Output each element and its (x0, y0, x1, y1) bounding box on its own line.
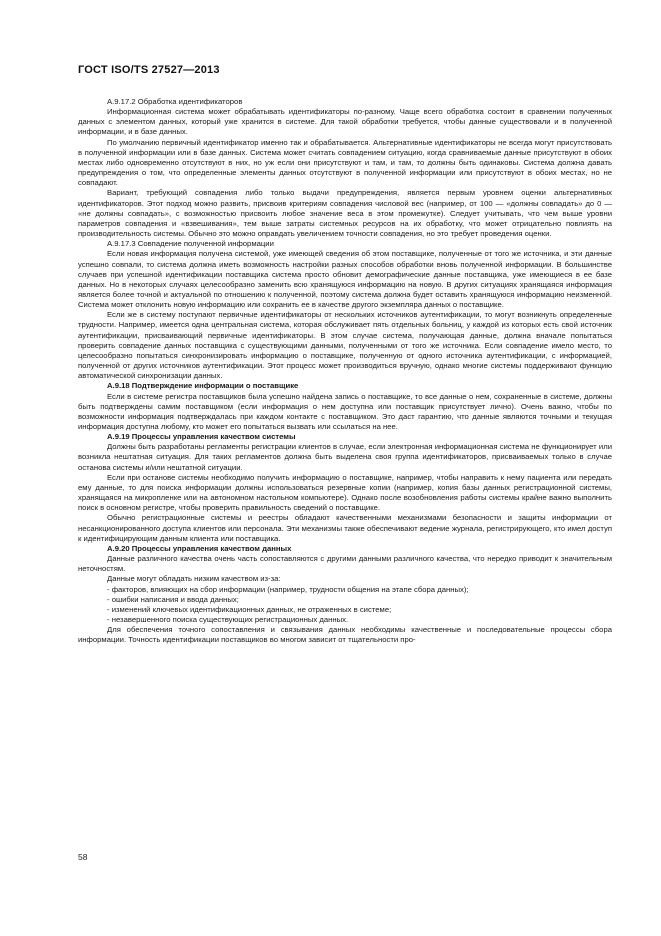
document-header: ГОСТ ISO/TS 27527—2013 (78, 64, 220, 76)
document-body (78, 97, 612, 645)
subsection-heading: А.9.17.3 Совпадение полученной информации (107, 239, 274, 249)
section-heading: А.9.19 Процессы управления качеством системы (107, 432, 296, 442)
paragraph: Вариант, требующий совпадения либо только выдачи предупреждения, является первым уровнем оценки альтернативных идентификаторов. Этот подход можно развить, присвоив критериям совпадения числовой вес (например, от 100 — «должны совпадать» до 0 — «не должны совпадать», с возможностью присвоить любое значение веса в этом промежутке). Следует учитывать, что чем выше уровни параметров совпадения и «взвешивания», тем выше затраты системных ресурсов на их обработку, что может отрицательно повлиять на производительность системы. Обычно это можно оправдать увеличением точности совпадения, но это требует проведения оценки. (78, 188, 612, 239)
paragraph: Если при останове системы необходимо получить информацию о поставщике, например, чтобы направить к нему пациента или передать ему данные, то для поиска информации должны использоваться резервные копии (например, копия базы данных регистрационной системы, хранящаяся на микропленке или на автономном настольном компьютере). Однако после возобновления работы системы крайне важно выполнить поиск в основном регистре, чтобы проверить правильность сведений о поставщике. (78, 472, 612, 513)
paragraph: Если новая информация получена системой, уже имеющей сведения об этом поставщике, полученные от того же источника, и эти данные успешно совпали, то система должна иметь возможность настройки разных способов обработки вновь полученной информации. В большинстве случаев при успешной идентификации поставщика система просто обновит демографические данные поставщика, уже имеющиеся в ее базе данных. Но в некоторых случаях целесообразно заменить всю хранящуюся информацию на новую. В других ситуациях хранящаяся информация является более точной и актуальной по отношению к полученной, поэтому система должна будет оставить хранящуюся информацию неизменной. Система может отклонить новую информацию или сохранить ее в качестве другого экземпляра данных о поставщике. (78, 249, 612, 310)
page-number: 58 (78, 852, 88, 862)
list-item: - факторов, влияющих на сбор информации (например, трудности общения на этапе сбора данных); (107, 584, 469, 594)
list-item: - ошибки написания и ввода данных; (107, 594, 239, 604)
list-item: - изменений ключевых идентификационных данных, не отраженных в системе; (107, 604, 392, 614)
paragraph: Данные различного качества очень часть сопоставляются с другими данными различного качества, что нередко приводит к значительным неточностям. (78, 554, 612, 574)
paragraph: Обычно регистрационные системы и реестры обладают качественными механизмами безопасности и защиты информации от несанкционированного доступа клиентов или персонала. Эти механизмы также обеспечивают ведение журнала, регистрирующего, кто имел доступ к идентифицирующим данным клиента или поставщика. (78, 513, 612, 543)
paragraph: Информационная система может обрабатывать идентификаторы по-разному. Чаще всего обработка состоит в сравнении полученных данных с элементом данных, который уже хранится в системе. Для такой обработки требуется, чтобы данные существовали и в полученной информации, и в базе данных. (78, 107, 612, 137)
paragraph: Если же в систему поступают первичные идентификаторы от нескольких источников аутентификации, то могут возникнуть определенные трудности. Например, имеется одна центральная система, которая обслуживает пять отдельных больниц, у каждой из которых есть свой источник аутентификации, присваивающий первичные идентификаторы. В этом случае система, получающая данные, должна вначале попытаться проверить совпадение данных поставщика с существующими данными, полученными от того же источника. Если совпадение имело место, то целесообразно попытаться синхронизировать информацию о поставщике, полученную от одного источника аутентификации, с информацией, полученной от других источников аутентификации. Этот процесс может производиться вручную, однако многие системы поддерживают функцию автоматической синхронизации данных. (78, 310, 612, 381)
subsection-heading: А.9.17.2 Обработка идентификаторов (107, 97, 243, 106)
section-heading: А.9.20 Процессы управления качеством данных (107, 543, 292, 553)
section-heading: А.9.18 Подтверждение информации о поставщике (107, 381, 299, 391)
paragraph: Для обеспечения точного сопоставления и связывания данных необходимы качественные и последовательные процессы сбора информации. Точность идентификации поставщиков во многом зависит от тщательности про- (78, 625, 612, 645)
paragraph: Данные могут обладать низким качеством из-за: (107, 574, 281, 584)
list-item: - незавершенного поиска существующих регистрационных данных. (107, 614, 349, 624)
paragraph: По умолчанию первичный идентификатор именно так и обрабатывается. Альтернативные идентификаторы не всегда могут присутствовать в полученной информации или в базе данных. Система может считать совпадением ситуацию, когда сравниваемые данные присутствуют в обоих местах либо одновременно отсутствуют в них, но уж если они присутствуют и там, и там, то должны быть одинаковы. Система должна давать предупреждения о том, что определенные элементы данных отсутствуют в полученной информации или присутствуют в обоих местах, но не совпадают. (78, 137, 612, 188)
paragraph: Должны быть разработаны регламенты регистрации клиентов в случае, если электронная информационная система не функционирует или возникла нештатная ситуация. Для таких регламентов должна быть выделена своя группа идентификаторов, присваиваемых только в случае останова системы и/или нештатной ситуации. (78, 442, 612, 472)
paragraph: Если в системе регистра поставщиков была успешно найдена запись о поставщике, то все данные о нем, сохраненные в системе, должны быть подтверждены самим поставщиком (если информация о нем доступна или поставщик присутствует лично). Очень важно, чтобы по возможности информация подтверждалась при каждом контакте с поставщиком. Это даст гарантию, что данные являются точными и текущая информация доступна любому, кто может его попытаться вызвать или ссылаться на нее. (78, 391, 612, 431)
